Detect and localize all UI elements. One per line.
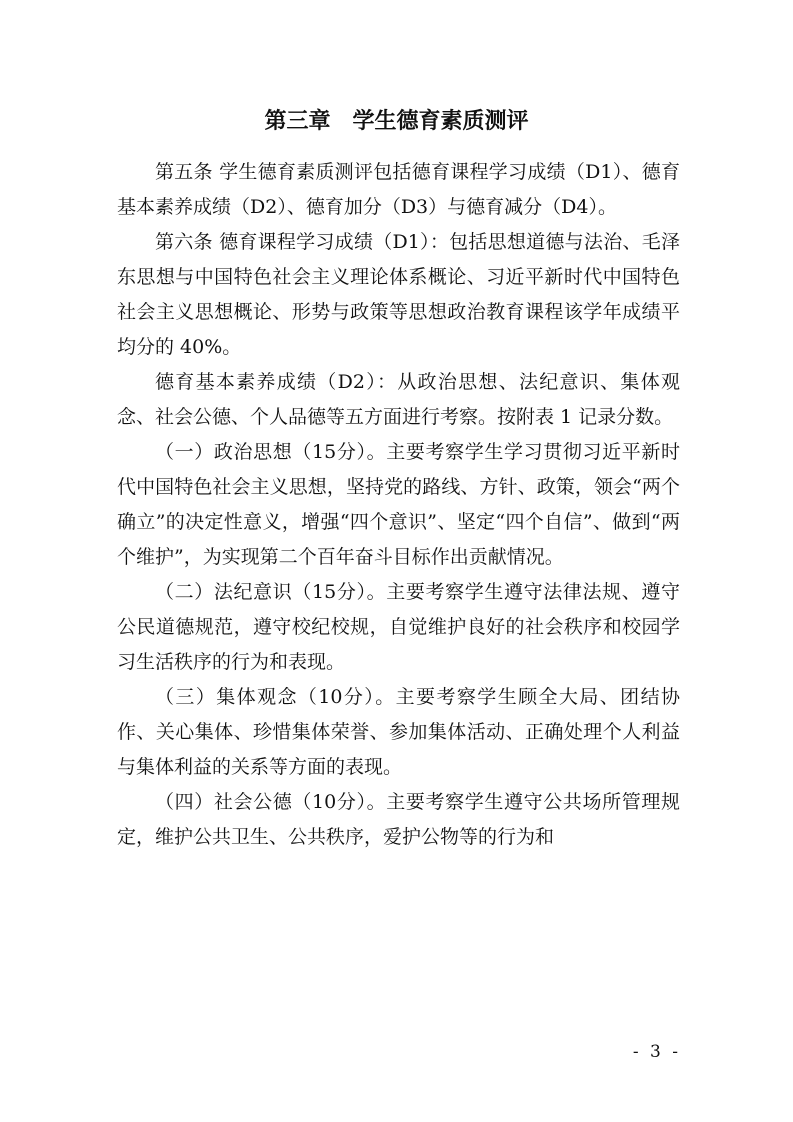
paragraph-d2-intro: 德育基本素养成绩（D2）：从政治思想、法纪意识、集体观念、社会公德、个人品德等五方面进行考察。按附表 1 记录分数。 (117, 371, 680, 428)
paragraph-article-5: 第五条 学生德育素质测评包括德育课程学习成绩（D1）、德育基本素养成绩（D2）、德育加分（D3）与德育减分（D4）。 (117, 161, 680, 218)
paragraph-legal-awareness: （二）法纪意识（15分）。主要考察学生遵守法律法规、遵守公民道德规范，遵守校纪校规，自觉维护良好的社会秩序和校园学习生活秩序的行为和表现。 (117, 581, 680, 673)
paragraph-social-morality: （四）社会公德（10分）。主要考察学生遵守公共场所管理规定，维护公共卫生、公共秩序，爱护公物等的行为和 (117, 791, 680, 848)
page-number: - 3 - (632, 1042, 681, 1062)
paragraph-political-thought: （一）政治思想（15分）。主要考察学生学习贯彻习近平新时代中国特色社会主义思想，坚持党的路线、方针、政策，领会“两个确立”的决定性意义，增强“四个意识”、坚定“四个自信”、做到“两个维护”，为实现第二个百年奋斗目标作出贡献情况。 (117, 441, 680, 568)
body-text (117, 155, 680, 855)
paragraph-collective-concept: （三）集体观念（10分）。主要考察学生顾全大局、团结协作、关心集体、珍惜集体荣誉、参加集体活动、正确处理个人利益与集体利益的关系等方面的表现。 (117, 686, 680, 778)
chapter-title: 第三章 学生德育素质测评 (264, 109, 529, 134)
paragraph-article-6: 第六条 德育课程学习成绩（D1）：包括思想道德与法治、毛泽东思想与中国特色社会主义理论体系概论、习近平新时代中国特色社会主义思想概论、形势与政策等思想政治教育课程该学年成绩平均分的 40%。 (117, 231, 680, 358)
